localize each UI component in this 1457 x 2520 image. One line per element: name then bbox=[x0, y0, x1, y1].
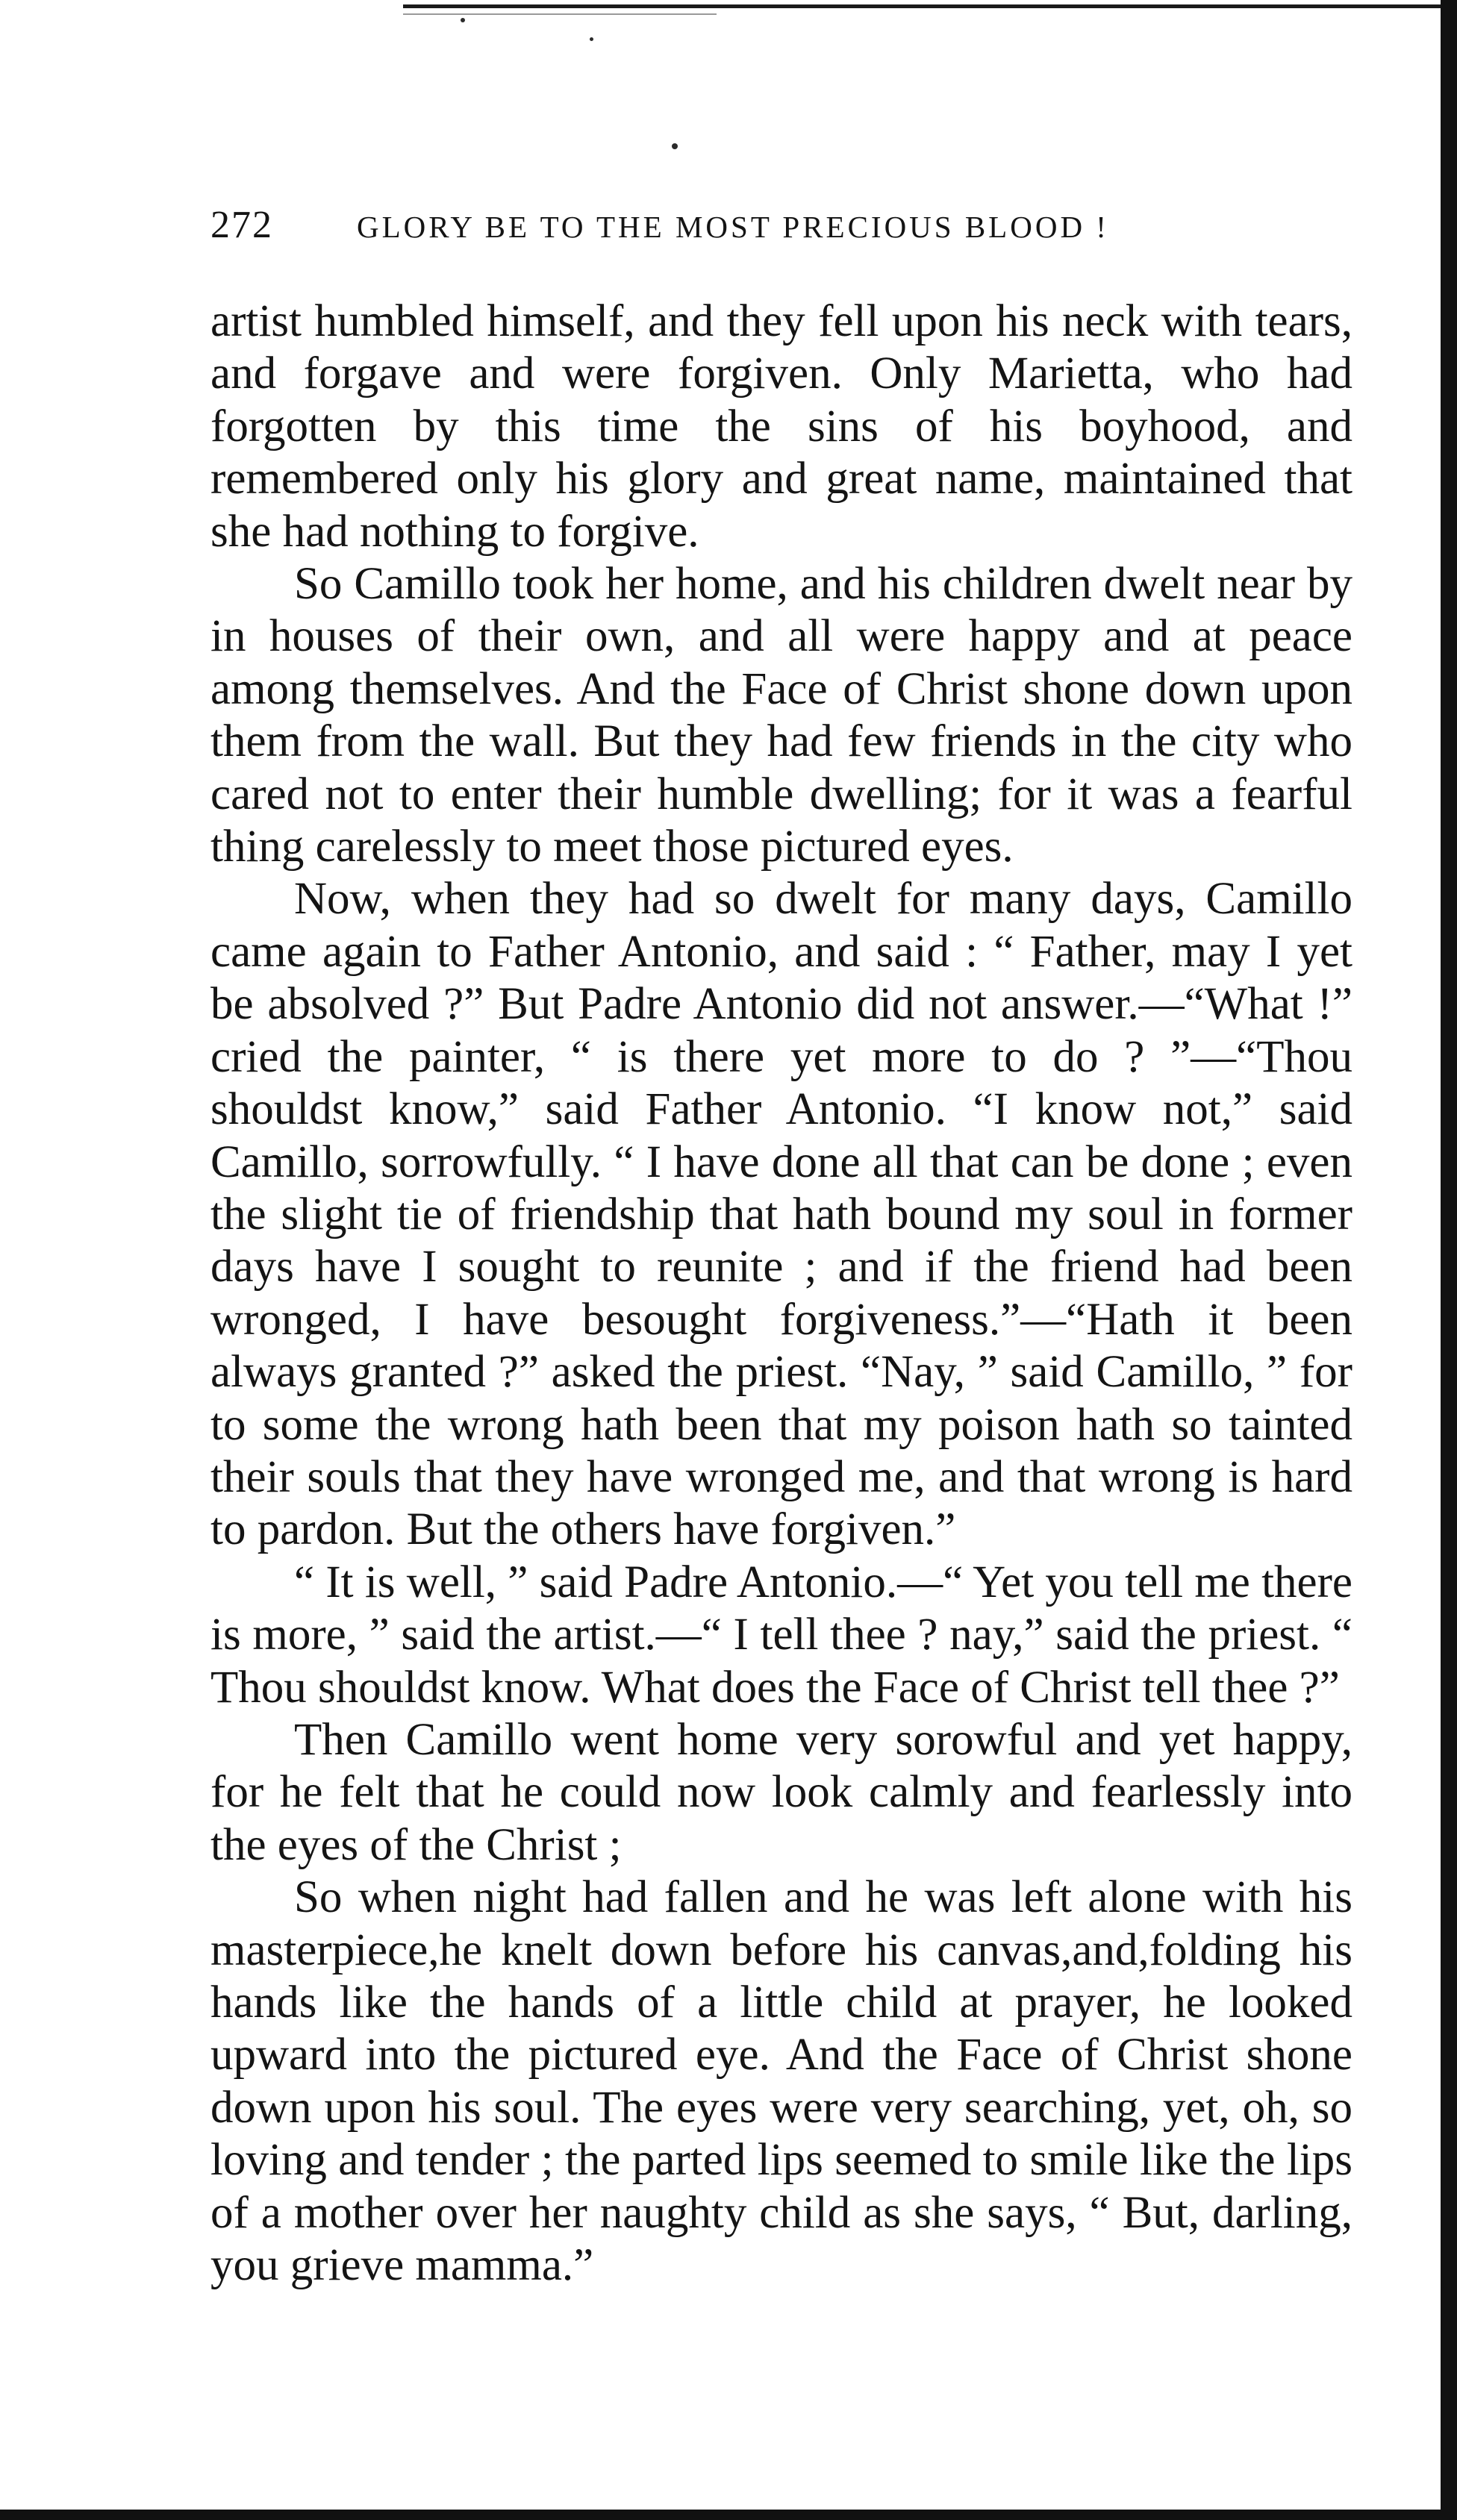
running-head bbox=[210, 203, 1353, 261]
scan-speck bbox=[672, 143, 678, 149]
body-paragraph: Now, when they had so dwelt for many days, Camillo came again to Father Antonio, and said : “ Father, may I yet be absolved ?” But Padre Antonio did not answer.—“What !” cried the painter, “ is there yet more to do ? ”—“Thou shouldst know,” said Father Antonio. “I know not,” said Camillo, sorrowfully. “ I have done all that can be done ; even the slight tie of friendship that hath bound my soul in former days have I sought to reunite ; and if the friend had been wronged, I have besought forgiveness.”—“Hath it been always granted ?” asked the priest. “Nay, ” said Camillo, ” for to some the wrong hath been that my poison hath so tainted their souls that they have wronged me, and that wrong is hard to pardon. But the others have forgiven.” bbox=[210, 874, 1353, 1555]
scan-border-top bbox=[403, 4, 1457, 8]
body-paragraph: So Camillo took her home, and his children dwelt near by in houses of their own, and all were happy and at peace among themselves. And the Face of Christ shone down upon them from the wall. But they had few friends in the city who cared not to enter their humble dwelling; for it was a fearful thing carelessly to meet those pictured eyes. bbox=[210, 559, 1353, 872]
scan-border-right bbox=[1441, 0, 1457, 2520]
scan-speck bbox=[590, 37, 593, 41]
scan-speck bbox=[461, 18, 465, 22]
scan-border-top-faint bbox=[403, 13, 717, 15]
body-paragraph: Then Camillo went home very sorowful and yet happy, for he felt that he could now look calmly and fearlessly into the eyes of the Christ ; bbox=[210, 1714, 1353, 1870]
body-paragraph: “ It is well, ” said Padre Antonio.—“ Yet you tell me there is more, ” said the artist.—“ I tell thee ? nay,” said the priest. “ Thou shouldst know. What does the Face of Christ tell thee ?” bbox=[210, 1557, 1353, 1713]
page-number: 272 bbox=[210, 204, 273, 246]
running-title: GLORY BE TO THE MOST PRECIOUS BLOOD ! bbox=[357, 210, 1109, 244]
body-paragraph: So when night had fallen and he was left alone with his masterpiece,he knelt down before his canvas,and,folding his hands like the hands of a little child at prayer, he looked upward into the pictured eye. And the Face of Christ shone down upon his soul. The eyes were very searching, yet, oh, so loving and tender ; the parted lips seemed to smile like the lips of a mother over her naughty child as she says, “ But, darling, you grieve mamma.” bbox=[210, 1872, 1353, 2291]
scan-border-bottom bbox=[0, 2510, 1457, 2520]
book-page bbox=[210, 203, 1353, 2292]
body-paragraph: artist humbled himself, and they fell upon his neck with tears, and forgave and were forgiven. Only Marietta, who had forgotten by this time the sins of his boyhood, and remembered only his glory and great name, maintained that she had nothing to forgive. bbox=[210, 296, 1353, 557]
